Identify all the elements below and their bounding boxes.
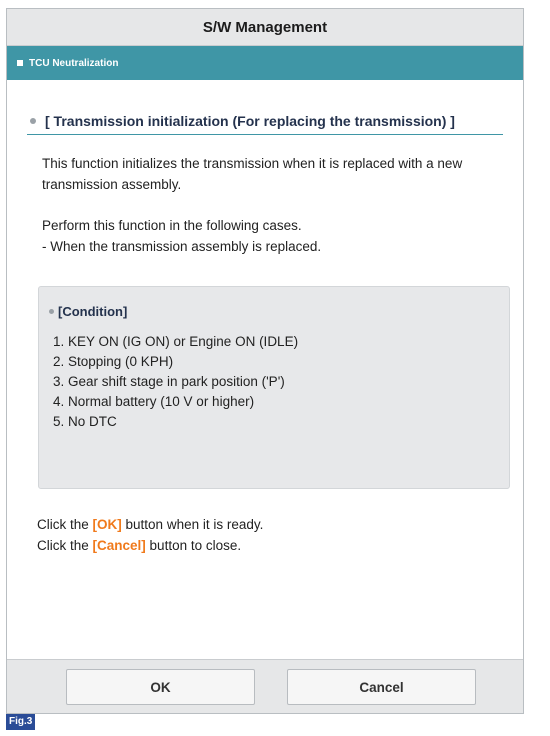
cancel-key-highlight: [Cancel] <box>92 538 146 553</box>
cases-item: - When the transmission assembly is replaced. <box>42 239 322 254</box>
instruction-text: button to close. <box>145 538 242 553</box>
instruction-text: Click the <box>37 538 93 553</box>
condition-title <box>49 304 509 319</box>
ok-button[interactable]: OK <box>66 669 255 705</box>
condition-item: 1. KEY ON (IG ON) or Engine ON (IDLE) <box>53 334 299 349</box>
condition-item: 4. Normal battery (10 V or higher) <box>53 394 255 409</box>
condition-list <box>49 332 509 432</box>
button-bar <box>7 659 523 713</box>
section-label: TCU Neutralization <box>29 57 119 69</box>
cancel-button[interactable]: Cancel <box>287 669 476 705</box>
instruction-line-cancel <box>37 535 503 556</box>
condition-title-text: [Condition] <box>58 304 128 319</box>
instruction-line-ok <box>37 514 503 535</box>
figure-label: Fig.3 <box>6 714 35 730</box>
ok-key-highlight: [OK] <box>92 517 122 532</box>
section-header <box>7 46 523 80</box>
description-paragraph <box>27 153 503 195</box>
function-heading <box>27 113 503 135</box>
instruction-text: button when it is ready. <box>121 517 264 532</box>
condition-box <box>38 286 510 489</box>
function-heading-text: [ Transmission initialization (For replacing the transmission) ] <box>45 113 455 129</box>
bullet-dot-icon <box>49 309 54 314</box>
condition-item: 3. Gear shift stage in park position ('P') <box>53 374 285 389</box>
cases-paragraph <box>27 215 503 257</box>
sw-management-window <box>6 8 524 714</box>
bullet-dot-icon <box>30 118 36 124</box>
description-line: This function initializes the transmission when it is replaced with a new <box>42 156 463 171</box>
window-title: S/W Management <box>7 9 523 46</box>
description-line: transmission assembly. <box>42 177 182 192</box>
condition-item: 5. No DTC <box>53 414 117 429</box>
cases-intro: Perform this function in the following cases. <box>42 218 302 233</box>
square-bullet-icon <box>17 60 23 66</box>
instruction-text: Click the <box>37 517 93 532</box>
instructions-text <box>27 514 503 556</box>
condition-item: 2. Stopping (0 KPH) <box>53 354 174 369</box>
content-area <box>7 113 523 556</box>
